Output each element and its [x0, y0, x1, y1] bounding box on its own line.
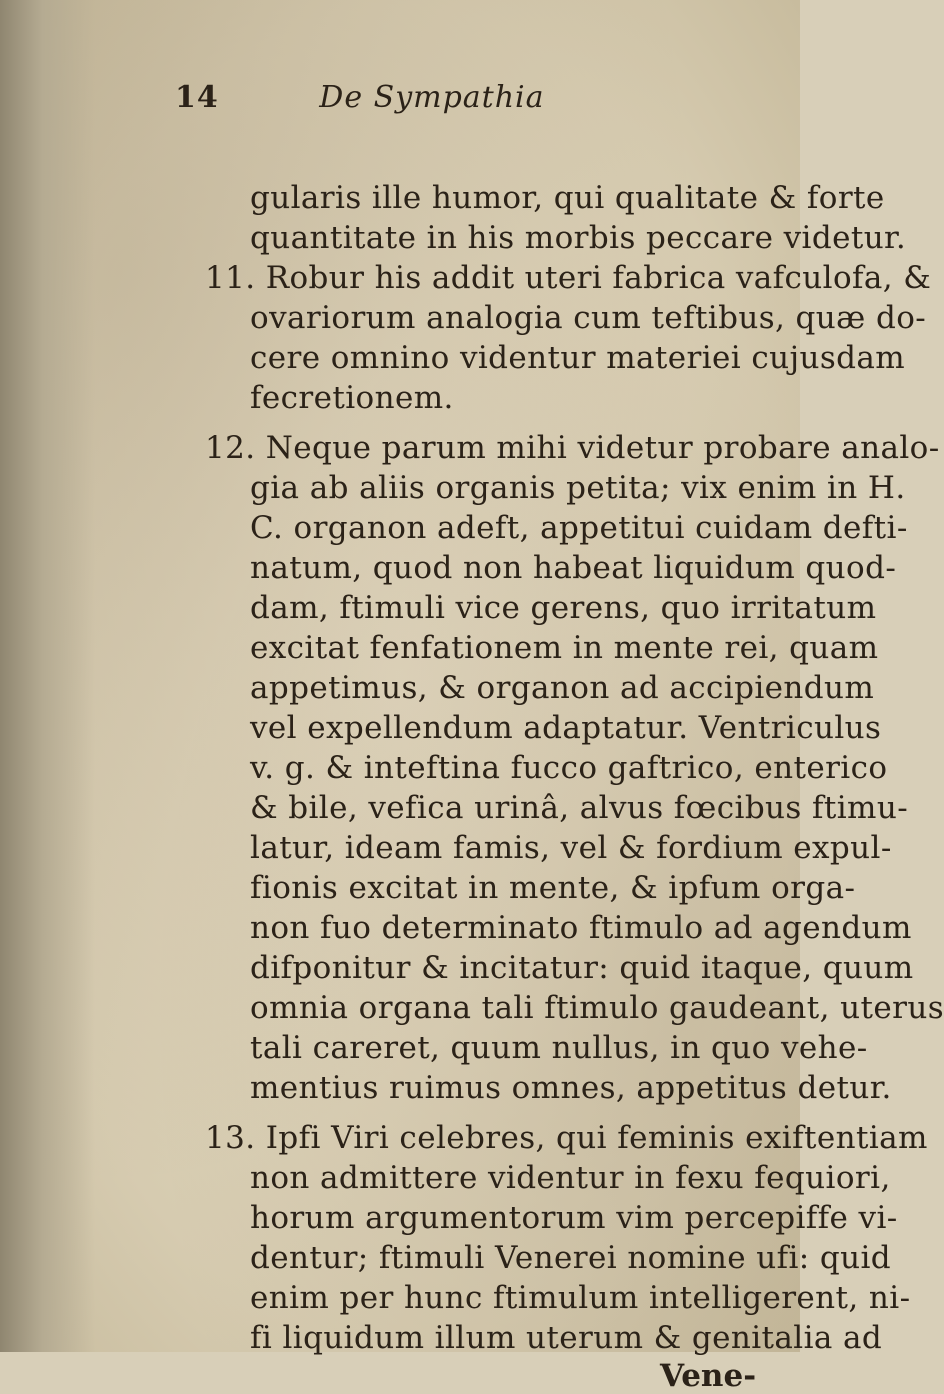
text-line: dentur; ftimuli Venerei nomine ufi: quid — [250, 1240, 892, 1276]
catchword: Vene- — [660, 1358, 757, 1394]
text-line: ovariorum analogia cum teftibus, quæ do- — [250, 300, 927, 336]
text-line: C. organon adeft, appetitui cuidam defti- — [250, 510, 908, 546]
text-line: cere omnino videntur materiei cujusdam — [250, 340, 906, 376]
text-line: 13. Ipfi Viri celebres, qui feminis exiftentiam — [205, 1120, 928, 1156]
page-number: 14 — [175, 80, 219, 115]
running-head — [175, 80, 545, 115]
text-line: 11. Robur his addit uteri fabrica vafculofa, & — [205, 260, 932, 296]
text-line: & bile, vefica urinâ, alvus fœcibus ftimu- — [250, 790, 909, 826]
text-line: natum, quod non habeat liquidum quod- — [250, 550, 897, 586]
text-line: excitat fenfationem in mente rei, quam — [250, 630, 879, 666]
text-line: vel expellendum adaptatur. Ventriculus — [250, 710, 882, 746]
text-line: 12. Neque parum mihi videtur probare analo- — [205, 430, 940, 466]
text-line: fi liquidum illum uterum & genitalia ad — [250, 1320, 883, 1356]
text-line: difponitur & incitatur: quid itaque, quum — [250, 950, 914, 986]
text-line: quantitate in his morbis peccare videtur. — [250, 220, 907, 256]
text-line: mentius ruimus omnes, appetitus detur. — [250, 1070, 892, 1106]
text-line: dam, ftimuli vice gerens, quo irritatum — [250, 590, 877, 626]
text-line: tali careret, quum nullus, in quo vehe- — [250, 1030, 868, 1066]
text-line: horum argumentorum vim percepiffe vi- — [250, 1200, 898, 1236]
text-line: non admittere videntur in fexu fequiori, — [250, 1160, 891, 1196]
text-line: appetimus, & organon ad accipiendum — [250, 670, 875, 706]
text-line: omnia organa tali ftimulo gaudeant, uterus — [250, 990, 944, 1026]
text-line: latur, ideam famis, vel & fordium expul- — [250, 830, 892, 866]
text-line: enim per hunc ftimulum intelligerent, ni- — [250, 1280, 911, 1316]
text-line: v. g. & inteftina fucco gaftrico, enterico — [250, 750, 888, 786]
text-line: fecretionem. — [250, 380, 454, 416]
text-line: gularis ille humor, qui qualitate & forte — [250, 180, 885, 216]
text-line: non fuo determinato ftimulo ad agendum — [250, 910, 912, 946]
text-line: fionis excitat in mente, & ipfum orga- — [250, 870, 856, 906]
page-gutter-shadow — [0, 0, 95, 1352]
running-title: De Sympathia — [319, 80, 545, 115]
text-line: gia ab aliis organis petita; vix enim in H. — [250, 470, 906, 506]
